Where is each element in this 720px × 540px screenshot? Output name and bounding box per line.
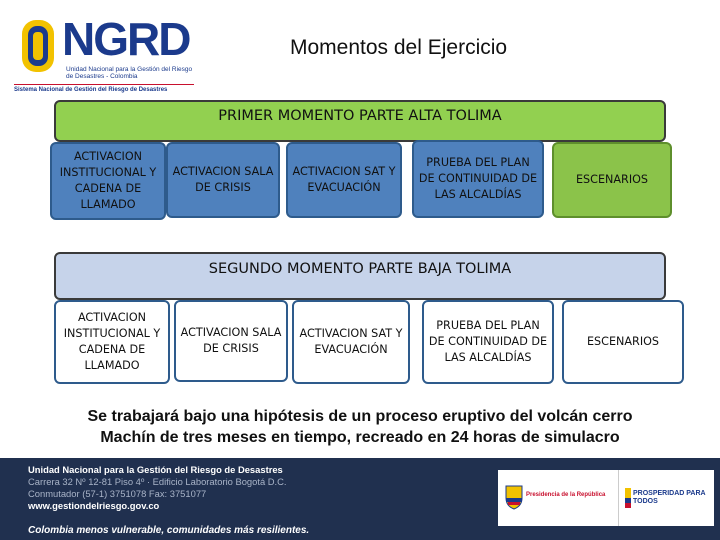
logo-subtitle: Unidad Nacional para la Gestión del Riesgo de Desastres - Colombia [66, 66, 193, 80]
logo-system-name: Sistema Nacional de Gestión del Riesgo de Desastres [14, 84, 194, 93]
moment2-banner-label: SEGUNDO MOMENTO PARTE BAJA TOLIMA [208, 261, 512, 277]
box-label: ACTIVACION INSTITUCIONAL Y CADENA DE LLAMADO [63, 311, 161, 372]
presidencia-label: Presidencia de la República [526, 492, 606, 498]
footer-address: Carrera 32 Nº 12-81 Piso 4º · Edificio Laboratorio Bogotá D.C. [28, 476, 287, 487]
footer-website-link[interactable]: www.gestiondelriesgo.gov.co [28, 500, 160, 511]
ngrd-logo [14, 10, 194, 93]
box-label: ACTIVACION SAT Y EVACUACIÓN [292, 165, 396, 194]
caption-line: Se trabajará bajo una hipótesis de un proceso eruptivo del volcán cerro [87, 408, 633, 425]
box-label: ACTIVACION SALA DE CRISIS [172, 165, 274, 194]
moment2-box-sat-evacuation [292, 300, 410, 384]
colombia-flag-icon [625, 488, 631, 508]
moment1-banner [54, 100, 666, 142]
moment2-box-crisis-room [174, 300, 288, 382]
prosperidad-logo [618, 470, 714, 526]
prosperidad-label: PROSPERIDAD PARA TODOS [633, 490, 706, 505]
box-label: ESCENARIOS [586, 335, 660, 348]
footer-contact-info [28, 464, 328, 512]
caption-line: Machín de tres meses en tiempo, recreado en 24 horas de simulacro [100, 429, 620, 446]
colombia-crest-icon [504, 484, 524, 510]
hypothesis-caption [40, 406, 680, 448]
moment1-box-continuity-plan [412, 140, 544, 218]
moment1-box-activation-institutional [50, 142, 166, 220]
page-title: Momentos del Ejercicio [290, 36, 508, 59]
moment1-box-crisis-room [166, 142, 280, 218]
ngrd-emblem-icon [20, 16, 56, 76]
box-label: PRUEBA DEL PLAN DE CONTINUIDAD DE LAS ALCALDÍAS [428, 319, 548, 364]
box-label: ESCENARIOS [575, 173, 649, 186]
logo-wordmark: NGRD [62, 13, 190, 65]
moment2-box-continuity-plan [422, 300, 554, 384]
footer-phone: Conmutador (57-1) 3751078 Fax: 3751077 [28, 488, 207, 499]
box-label: ACTIVACION SAT Y EVACUACIÓN [299, 327, 403, 356]
moment1-box-scenarios [552, 142, 672, 218]
moment2-box-activation-institutional [54, 300, 170, 384]
moment1-banner-label: PRIMER MOMENTO PARTE ALTA TOLIMA [218, 108, 502, 124]
moment1-box-sat-evacuation [286, 142, 402, 218]
moment2-box-scenarios [562, 300, 684, 384]
box-label: ACTIVACION SALA DE CRISIS [180, 326, 282, 355]
presidencia-logo [498, 470, 618, 526]
footer-org: Unidad Nacional para la Gestión del Riesgo de Desastres [28, 464, 283, 475]
moment2-banner [54, 252, 666, 300]
footer-tagline: Colombia menos vulnerable, comunidades más resilientes. [28, 525, 310, 536]
box-label: PRUEBA DEL PLAN DE CONTINUIDAD DE LAS ALCALDÍAS [418, 156, 538, 201]
box-label: ACTIVACION INSTITUCIONAL Y CADENA DE LLAMADO [59, 150, 157, 211]
